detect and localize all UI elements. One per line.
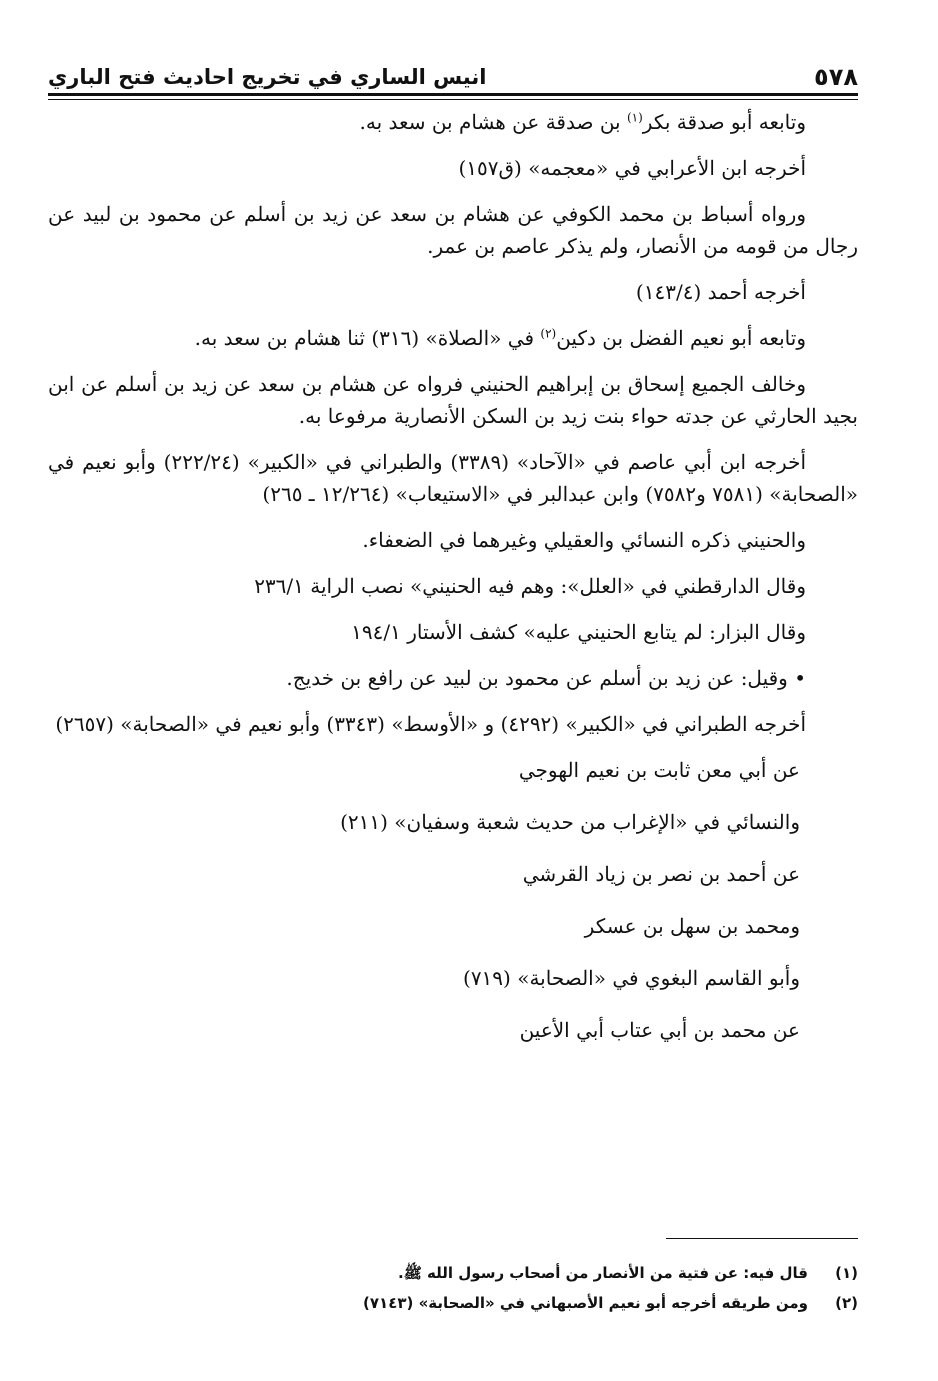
- chain-line: عن أبي معن ثابت بن نعيم الهوجي: [518, 758, 800, 782]
- chain-line: وأبو القاسم البغوي في «الصحابة» (٧١٩): [463, 966, 800, 990]
- footnote: [48, 1288, 858, 1318]
- footnote-ref: (١): [626, 110, 643, 125]
- main-text: [48, 106, 858, 1066]
- footnotes: [48, 1258, 858, 1318]
- paragraph: وقال البزار: لم يتابع الحنيني عليه» كشف الأستار ١٩٤/١: [351, 620, 806, 644]
- header-rule-thin: [48, 99, 858, 100]
- page-number: ٥٧٨: [814, 63, 858, 91]
- paragraph: أخرجه الطبراني في «الكبير» (٤٢٩٢) و «الأوسط» (٣٣٤٣) وأبو نعيم في «الصحابة» (٢٦٥٧): [55, 712, 806, 736]
- footnote-text: ومن طريقه أخرجه أبو نعيم الأصبهاني في «الصحابة» (٧١٤٣): [363, 1294, 808, 1312]
- footnote-number: (٢): [835, 1294, 858, 1312]
- paragraph: والحنيني ذكره النسائي والعقيلي وغيرهما في الضعفاء.: [362, 528, 806, 552]
- chain-line: والنسائي في «الإغراب من حديث شعبة وسفيان» (٢١١): [340, 810, 800, 834]
- paragraph: أخرجه ابن الأعرابي في «معجمه» (ق١٥٧): [458, 156, 806, 180]
- footnote: [48, 1258, 858, 1288]
- paragraph: أخرجه أحمد (١٤٣/٤): [635, 280, 806, 304]
- chain-line: ومحمد بن سهل بن عسكر: [584, 914, 800, 938]
- paragraph: أخرجه ابن أبي عاصم في «الآحاد» (٣٣٨٩) والطبراني في «الكبير» (٢٢٢/٢٤) وأبو نعيم في «الصحابة» (٧٥٨١ و٧٥٨٢) وابن عبدالبر في «الاستيعاب» (١٢/٢٦٤ ـ ٢٦٥): [48, 450, 858, 506]
- footnote-ref: (٢): [540, 326, 557, 341]
- footnote-text: قال فيه: عن فتية من الأنصار من أصحاب رسول الله ﷺ.: [398, 1264, 808, 1282]
- paragraph: وتابعه أبو صدقة بكر$^{(١)}$ بن صدقة عن هشام بن سعد به.: [359, 110, 806, 134]
- chain-line: عن أحمد بن نصر بن زياد القرشي: [522, 862, 800, 886]
- chain-line: عن محمد بن أبي عتاب أبي الأعين: [519, 1018, 800, 1042]
- paragraph: وتابعه أبو نعيم الفضل بن دكين$^{(٢)}$ في «الصلاة» (٣١٦) ثنا هشام بن سعد به.: [194, 326, 806, 350]
- footnote-rule: [666, 1238, 858, 1239]
- page-header: [48, 52, 858, 92]
- paragraph: وخالف الجميع إسحاق بن إبراهيم الحنيني فرواه عن هشام بن سعد عن زيد بن أسلم عن ابن بجيد الحارثي عن جدته حواء بنت زيد بن السكن الأنصارية مرفوعا به.: [48, 372, 858, 428]
- running-title: انيس الساري في تخريج احاديث فتح الباري: [48, 65, 487, 89]
- paragraph: • وقيل: عن زيد بن أسلم عن محمود بن لبيد عن رافع بن خديج.: [286, 666, 806, 690]
- paragraph: ورواه أسباط بن محمد الكوفي عن هشام بن سعد عن زيد بن أسلم عن محمود بن لبيد عن رجال من قومه من الأنصار، ولم يذكر عاصم بن عمر.: [48, 202, 858, 258]
- header-rule-thick: [48, 93, 858, 96]
- paragraph: وقال الدارقطني في «العلل»: وهم فيه الحنيني» نصب الراية ٢٣٦/١: [254, 574, 806, 598]
- footnote-number: (١): [835, 1264, 858, 1282]
